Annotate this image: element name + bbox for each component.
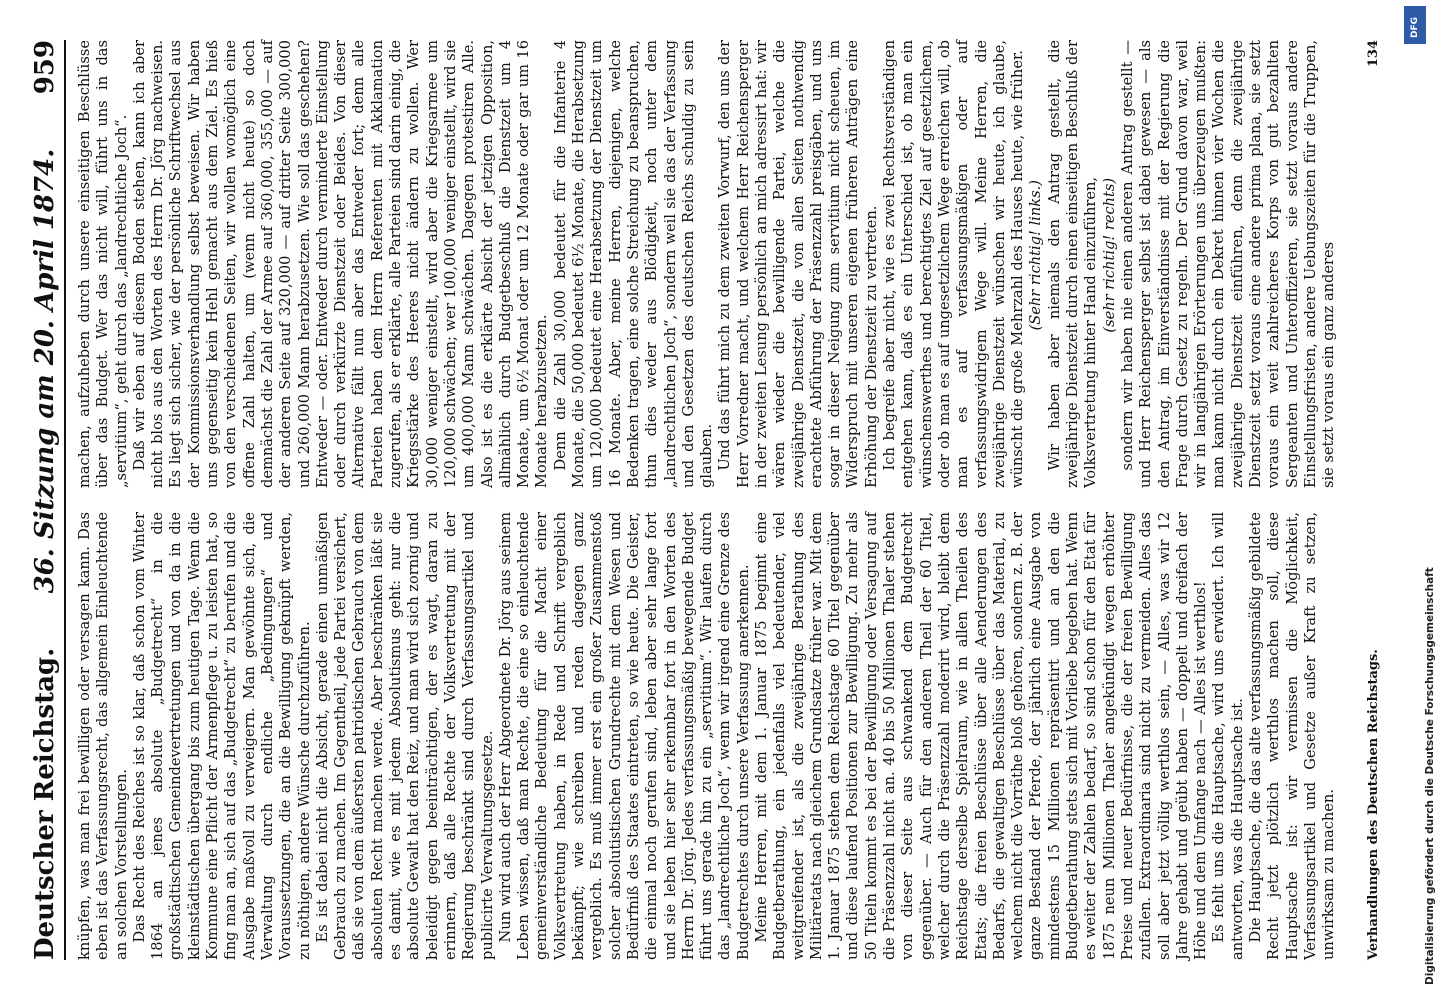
header-page-number: 959: [30, 40, 60, 95]
paragraph: Es ist dabei nicht die Absicht, gerade einen unmäßigen Gebrauch zu machen. Im Gegentheil, jede Partei versichert, daß sie von dem äußersten patriotischen Gebrauch von dem absoluten Recht machen werde. Aber beschränken läßt sie es damit, wie es mit jedem Absolutismus geht: nur die absolute Gewalt hat den Reiz, und man wird sich zornig und beleidigt gegen beeinträchtigen, der es wagt, daran zu erinnern, daß alle Rechte der Volksvertretung mit der Regierung beschränkt sind durch Verfassungsartikel und publicirte Verwaltungsgesetze.: [313, 512, 496, 960]
page-header: [30, 40, 66, 960]
paragraph: Das Recht des Reiches ist so klar, daß schon vom Winter 1864 an jenes absolute „Budgetrecht“ in die großstädtischen Gemeindevertretungen und von da in die kleinstädtischen übergang bis zum heutigen Tage. Wenn die Kommune eine Pflicht der Armenpflege u. zu leisten hat, so fing man an, sich auf das „Budgetrecht“ zu berufen und die Ausgabe maßvoll zu verweigern. Man gewöhnte sich, die Verwaltung durch endliche „Bedingungen“ und Voraussetzungen, die an die Bewilligung geknüpft werden, zu nöthigen, andere Wünsche durchzuführen.: [130, 512, 313, 960]
paragraph: Denn die Zahl 30,000 bedeutet für die Infanterie 4 Monate, die 50,000 bedeutet 6½ Monate, die Herabsetzung um 120,000 bedeutet eine Herabsetzung der Dienstzeit um 16 Monate. Aber, meine Herren, diejenigen, welche Bedenken tragen, eine solche Streichung zu beanspruchen, thun dies weder aus Blödigkeit, noch unter dem „landrechtlichen Joch“, sondern weil sie das der Verfassung und den Gesetzen des deutschen Reichs schuldig zu sein glauben.: [551, 40, 716, 488]
paragraph: knüpfen, was man frei bewilligen oder versagen kann. Das eben ist das Verfassungsrecht, das allgemein Einleuchtende an solchen Vorstellungen.: [76, 512, 130, 960]
dfg-logo: DFG: [1404, 6, 1426, 44]
text-column-left: [76, 512, 1366, 960]
footer-publication: Verhandlungen des Deutschen Reichstags.: [1366, 649, 1381, 960]
paragraph: Und das führt mich zu dem zweiten Vorwurf, den uns der Herr Vorredner macht, und welchem Herr Reichensperger in der zweiten Lesung persönlich an mich adressirt hat: wir wären wieder die bewilligende Partei, welche die zweijährige Dienstzeit, die von allen Seiten nothwendig erachtete Abführung der Präsenzzahl preisgäben, und uns sogar in dieser Neigung zum servitium nicht scheuen, im Widerspruch mit unseren eigenen früheren Anträgen eine Erhöhung der Dienstzeit zu vertreten.: [716, 40, 880, 488]
footer-signature-number: 134: [1366, 40, 1381, 68]
header-publication-title: Deutscher Reichstag.: [30, 647, 60, 960]
paragraph: Es fehlt uns die Hauptsache, wird uns erwidert. Ich will antworten, was die Hauptsache ist.: [1210, 512, 1246, 960]
text-columns: [76, 40, 1366, 960]
header-session-date: 36. Sitzung am 20. April 1874.: [30, 148, 60, 594]
paragraph: Nun wird auch der Herr Abgeordnete Dr. Jörg aus seinem Leben wissen, daß man Rechte, die eine so einleuchtende gemeinverständliche Bedeutung für die Macht einer Volksvertretung haben, in Rede und Schrift vergeblich bekämpft; wie schreiben und reden dagegen ganz vergeblich. Es muß immer erst ein großer Zusammenstoß solcher absolutistischen Grundrechte mit dem Wesen und Bedürfniß des Staates eintreten, so wie heute. Die Geister, die einmal noch gerufen sind, leben aber sehr lange fort und sie leben hier sehr erkennbar fort in den Worten des Herrn Dr. Jörg. Jedes verfassungsmäßig bewegende Budget führt uns gerade hin zu ein „servitium“. Wir laufen durch das „landrechtliche Joch“, wenn wir irgend eine Grenze des Budgetrechtes durch unsere Verfassung anerkennen.: [496, 512, 752, 960]
digitization-credit-text: Digitalisierung gefördert durch die Deutsche Forschungsgemeinschaft: [1424, 567, 1436, 985]
paragraph: Wir haben aber niemals den Antrag gestellt, die zweijährige Dienstzeit durch einen einseitigen Beschluß der Volksvertretung hinter Hand einzuführen,: [1045, 40, 1100, 488]
page-footer: [1366, 40, 1381, 960]
text-column-right: [76, 40, 1366, 488]
paragraph: Daß wir eben auf diesem Boden stehen, kann ich aber nicht blos aus den Worten des Herrn Dr. Jörg nachweisen. Es liegt sich sicher, wie der persönliche Schriftwechsel aus der Kommissionsverhandlung selbst beweisen. Wir haben uns gegenseitig kein Hehl gemacht aus dem Ziel. Es hieß von den verschiedenen Seiten, wir wollen womöglich eine offene Zahl halten, um (wenn nicht heute) so doch demnächst die Zahl der Armee auf 360,000, 355,000 — auf der anderen Seite auf 320,000 — auf dritter Seite 300,000 und 260,000 Mann herabzusetzen. Wie soll das geschehen? Entweder — oder. Entweder durch verminderte Einstellung oder durch verkürzte Dienstzeit oder Beides. Von dieser Alternative fällt nun aber das Entweder fort; denn alle Parteien haben dem Herrn Referenten mit Akklamation zugerufen, als er erklärte, alle Parteien sind darin einig, die Kriegsstärke des Heeres nicht ändern zu wollen. Wer 30,000 weniger einstellt, wird aber die Kriegsarmee um 120,000 schwächen; wer 100,000 weniger einstellt, wird sie um 400,000 Mann schwächen. Dagegen protestiren Alle. Also ist es die erklärte Absicht der jetzigen Opposition, allmählich durch Budgetbeschluß die Dienstzeit um 4 Monate, um 6½ Monat oder um 12 Monate oder gar um 16 Monate herabzusetzen.: [130, 40, 551, 488]
paragraph: Die Hauptsache, die das alte verfassungsmäßig gebildete Recht jetzt plötzlich werthlos machen soll, diese Hauptsache ist: wir vermissen die Möglichkeit, Verfassungsartikel und Gesetze außer Kraft zu setzen, unwirksam zu machen.: [1247, 512, 1338, 960]
paragraph: Meine Herren, mit dem 1. Januar 1875 beginnt eine Budgetberathung, ein jedenfalls viel bedeutender, viel weitgreifender ist, als die zweijährige Berathung des Militäretats nach gleichem Grundsatze früher war. Mit dem 1. Januar 1875 stehen dem Reichstage 60 Titel gegenüber und diese laufend Positionen zur Bewilligung. Zu mehr als 50 Titeln kommt es bei der Bewilligung oder Versagung auf die Präsenzzahl nicht an. 40 bis 50 Millionen Thaler stehen von dieser Seite aus schwankend dem Budgetrecht gegenüber. — Auch für den anderen Theil der 60 Titel, welcher durch die Präsenzzahl moderirt wird, bleibt dem Reichstage derselbe Spielraum, wie in allen Theilen des Etats; die freien Beschlüsse über alle Aenderungen des Bedarfs, die gewaltigen Beschlüsse über das Material, zu welchem nicht die Vorräthe bloß gehören, sondern z. B. der ganze Bestand der Pferde, der jährlich eine Ausgabe von mindestens 15 Millionen repräsentirt und an den die Budgetberathung stets sich mit Vorliebe begeben hat. Wenn es weiter der Zahlen bedarf, so sind schon für den Etat für 1875 neun Millionen Thaler angekündigt wegen erhöhter Preise und neuer Bedürfnisse, die der freien Bewilligung zufallen. Extraordinaria sind nicht zu vermeiden. Alles das soll aber jetzt völlig werthlos sein, — Alles, was wir 12 Jahre gehabt und geübt haben — doppelt und dreifach der Höhe und dem Umfange nach — Alles ist werthlos!: [752, 512, 1210, 960]
interjection: (Sehr richtig! links.): [1027, 180, 1045, 331]
interjection: (sehr richtig! rechts): [1100, 177, 1118, 333]
paragraph: sondern wir haben nie einen anderen Antrag gestellt — und Herr Reichensperger selbst ist dabei gewesen — als den Antrag, im Einverständnisse mit der Regierung die Frage durch Gesetz zu regeln. Der Grund davon war, weil wir in langjährigen Erörterungen uns überzeugen mußten: man kann nicht durch ein Dekret hinnen vier Wochen die zweijährige Dienstzeit einführen, denn die zweijährige Dienstzeit setzt voraus eine andere prima plana, sie setzt voraus ein weit zahlreicheres Korps von gut bezahlten Sergeanten und Unteroffizieren, sie setzt voraus andere Einstellungsfristen, andere Uebungszeiten für die Truppen, sie setzt voraus ein ganz anderes: [1118, 40, 1338, 488]
paragraph: machen, aufzuheben durch unsere einseitigen Beschlüsse über das Budget. Wer das nicht will, führt uns in das „servitium“, geht durch das „landrechtliche Joch“.: [76, 40, 130, 488]
digitization-credit: [1400, 0, 1436, 1000]
paragraph: Ich begreife aber nicht, wie es zwei Rechtsverständigen entgehen kann, daß es ein Unterschied ist, ob man ein wünschenswerthes und berechtigtes Ziel auf gesetzlichem, oder ob man es auf ungesetzlichem Wege erreichen will, ob man es auf verfassungsmäßigen oder auf verfassungswidrigem Wege will. Meine Herren, die zweijährige Dienstzeit wünschen wir heute, ich glaube, wünscht die große Mehrzahl des Hauses heute, wie früher.: [881, 40, 1027, 488]
